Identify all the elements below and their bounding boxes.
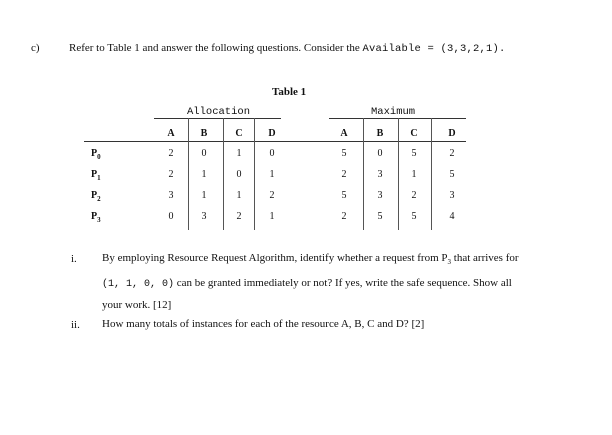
- col-rule: [254, 118, 255, 230]
- request-vector: (1, 1, 0, 0): [102, 279, 175, 291]
- allocation-cell: 0: [269, 148, 275, 159]
- maximum-cell: 5: [377, 211, 383, 222]
- col-header: B: [200, 128, 208, 139]
- subquestion-text: How many totals of instances for each of the resource A, B, C and D? [2]: [102, 318, 425, 330]
- maximum-cell: 4: [449, 211, 455, 222]
- subquestion-text: By employing Resource Request Algorithm, identify whether a request from $P_3$ that arrives for (1, 1, 0, 0) can be granted immediately or not? If yes, write the safe sequence. Show all your work. [12]: [102, 252, 519, 312]
- maximum-cell: 5: [411, 211, 417, 222]
- maximum-cell: 0: [377, 148, 383, 159]
- process-label: $P_3$: [91, 211, 101, 224]
- col-header: C: [235, 128, 243, 139]
- maximum-cell: 2: [341, 169, 347, 180]
- subquestion-number: ii.: [71, 319, 80, 331]
- maximum-cell: 5: [411, 148, 417, 159]
- maximum-cell: 3: [377, 190, 383, 201]
- table-title: Table 1: [272, 86, 307, 98]
- available-vector: Available = (3,3,2,1).: [362, 43, 506, 55]
- intro-text: Refer to Table 1 and answer the following questions. Consider the: [69, 42, 363, 54]
- maximum-group-header: Maximum: [371, 106, 416, 118]
- allocation-cell: 1: [269, 211, 275, 222]
- allocation-cell: 3: [168, 190, 174, 201]
- allocation-group-rule: [154, 118, 281, 119]
- allocation-cell: 2: [168, 148, 174, 159]
- col-rule: [223, 118, 224, 230]
- allocation-cell: 1: [269, 169, 275, 180]
- allocation-cell: 0: [168, 211, 174, 222]
- col-header: A: [167, 128, 175, 139]
- allocation-cell: 1: [201, 190, 207, 201]
- maximum-cell: 2: [341, 211, 347, 222]
- allocation-cell: 1: [236, 190, 242, 201]
- col-header: A: [340, 128, 348, 139]
- col-rule: [431, 118, 432, 230]
- process-label: $P_0$: [91, 148, 101, 161]
- allocation-cell: 3: [201, 211, 207, 222]
- question-label: c): [31, 42, 40, 54]
- allocation-group-header: Allocation: [187, 106, 251, 118]
- allocation-cell: 1: [236, 148, 242, 159]
- question-intro: [69, 42, 506, 55]
- process-label: $P_2$: [91, 190, 101, 203]
- col-header: D: [268, 128, 276, 139]
- maximum-cell: 5: [449, 169, 455, 180]
- maximum-cell: 5: [341, 148, 347, 159]
- subquestion-number: i.: [71, 253, 77, 265]
- maximum-cell: 1: [411, 169, 417, 180]
- allocation-cell: 2: [236, 211, 242, 222]
- allocation-cell: 0: [236, 169, 242, 180]
- maximum-cell: 5: [341, 190, 347, 201]
- maximum-cell: 3: [449, 190, 455, 201]
- allocation-cell: 0: [201, 148, 207, 159]
- col-header: B: [376, 128, 384, 139]
- maximum-cell: 2: [449, 148, 455, 159]
- header-rule: [84, 141, 466, 142]
- col-rule: [398, 118, 399, 230]
- allocation-cell: 2: [168, 169, 174, 180]
- allocation-cell: 1: [201, 169, 207, 180]
- col-rule: [188, 118, 189, 230]
- maximum-cell: 2: [411, 190, 417, 201]
- maximum-cell: 3: [377, 169, 383, 180]
- col-rule: [363, 118, 364, 230]
- col-header: C: [410, 128, 418, 139]
- allocation-cell: 2: [269, 190, 275, 201]
- col-header: D: [448, 128, 456, 139]
- process-label: $P_1$: [91, 169, 101, 182]
